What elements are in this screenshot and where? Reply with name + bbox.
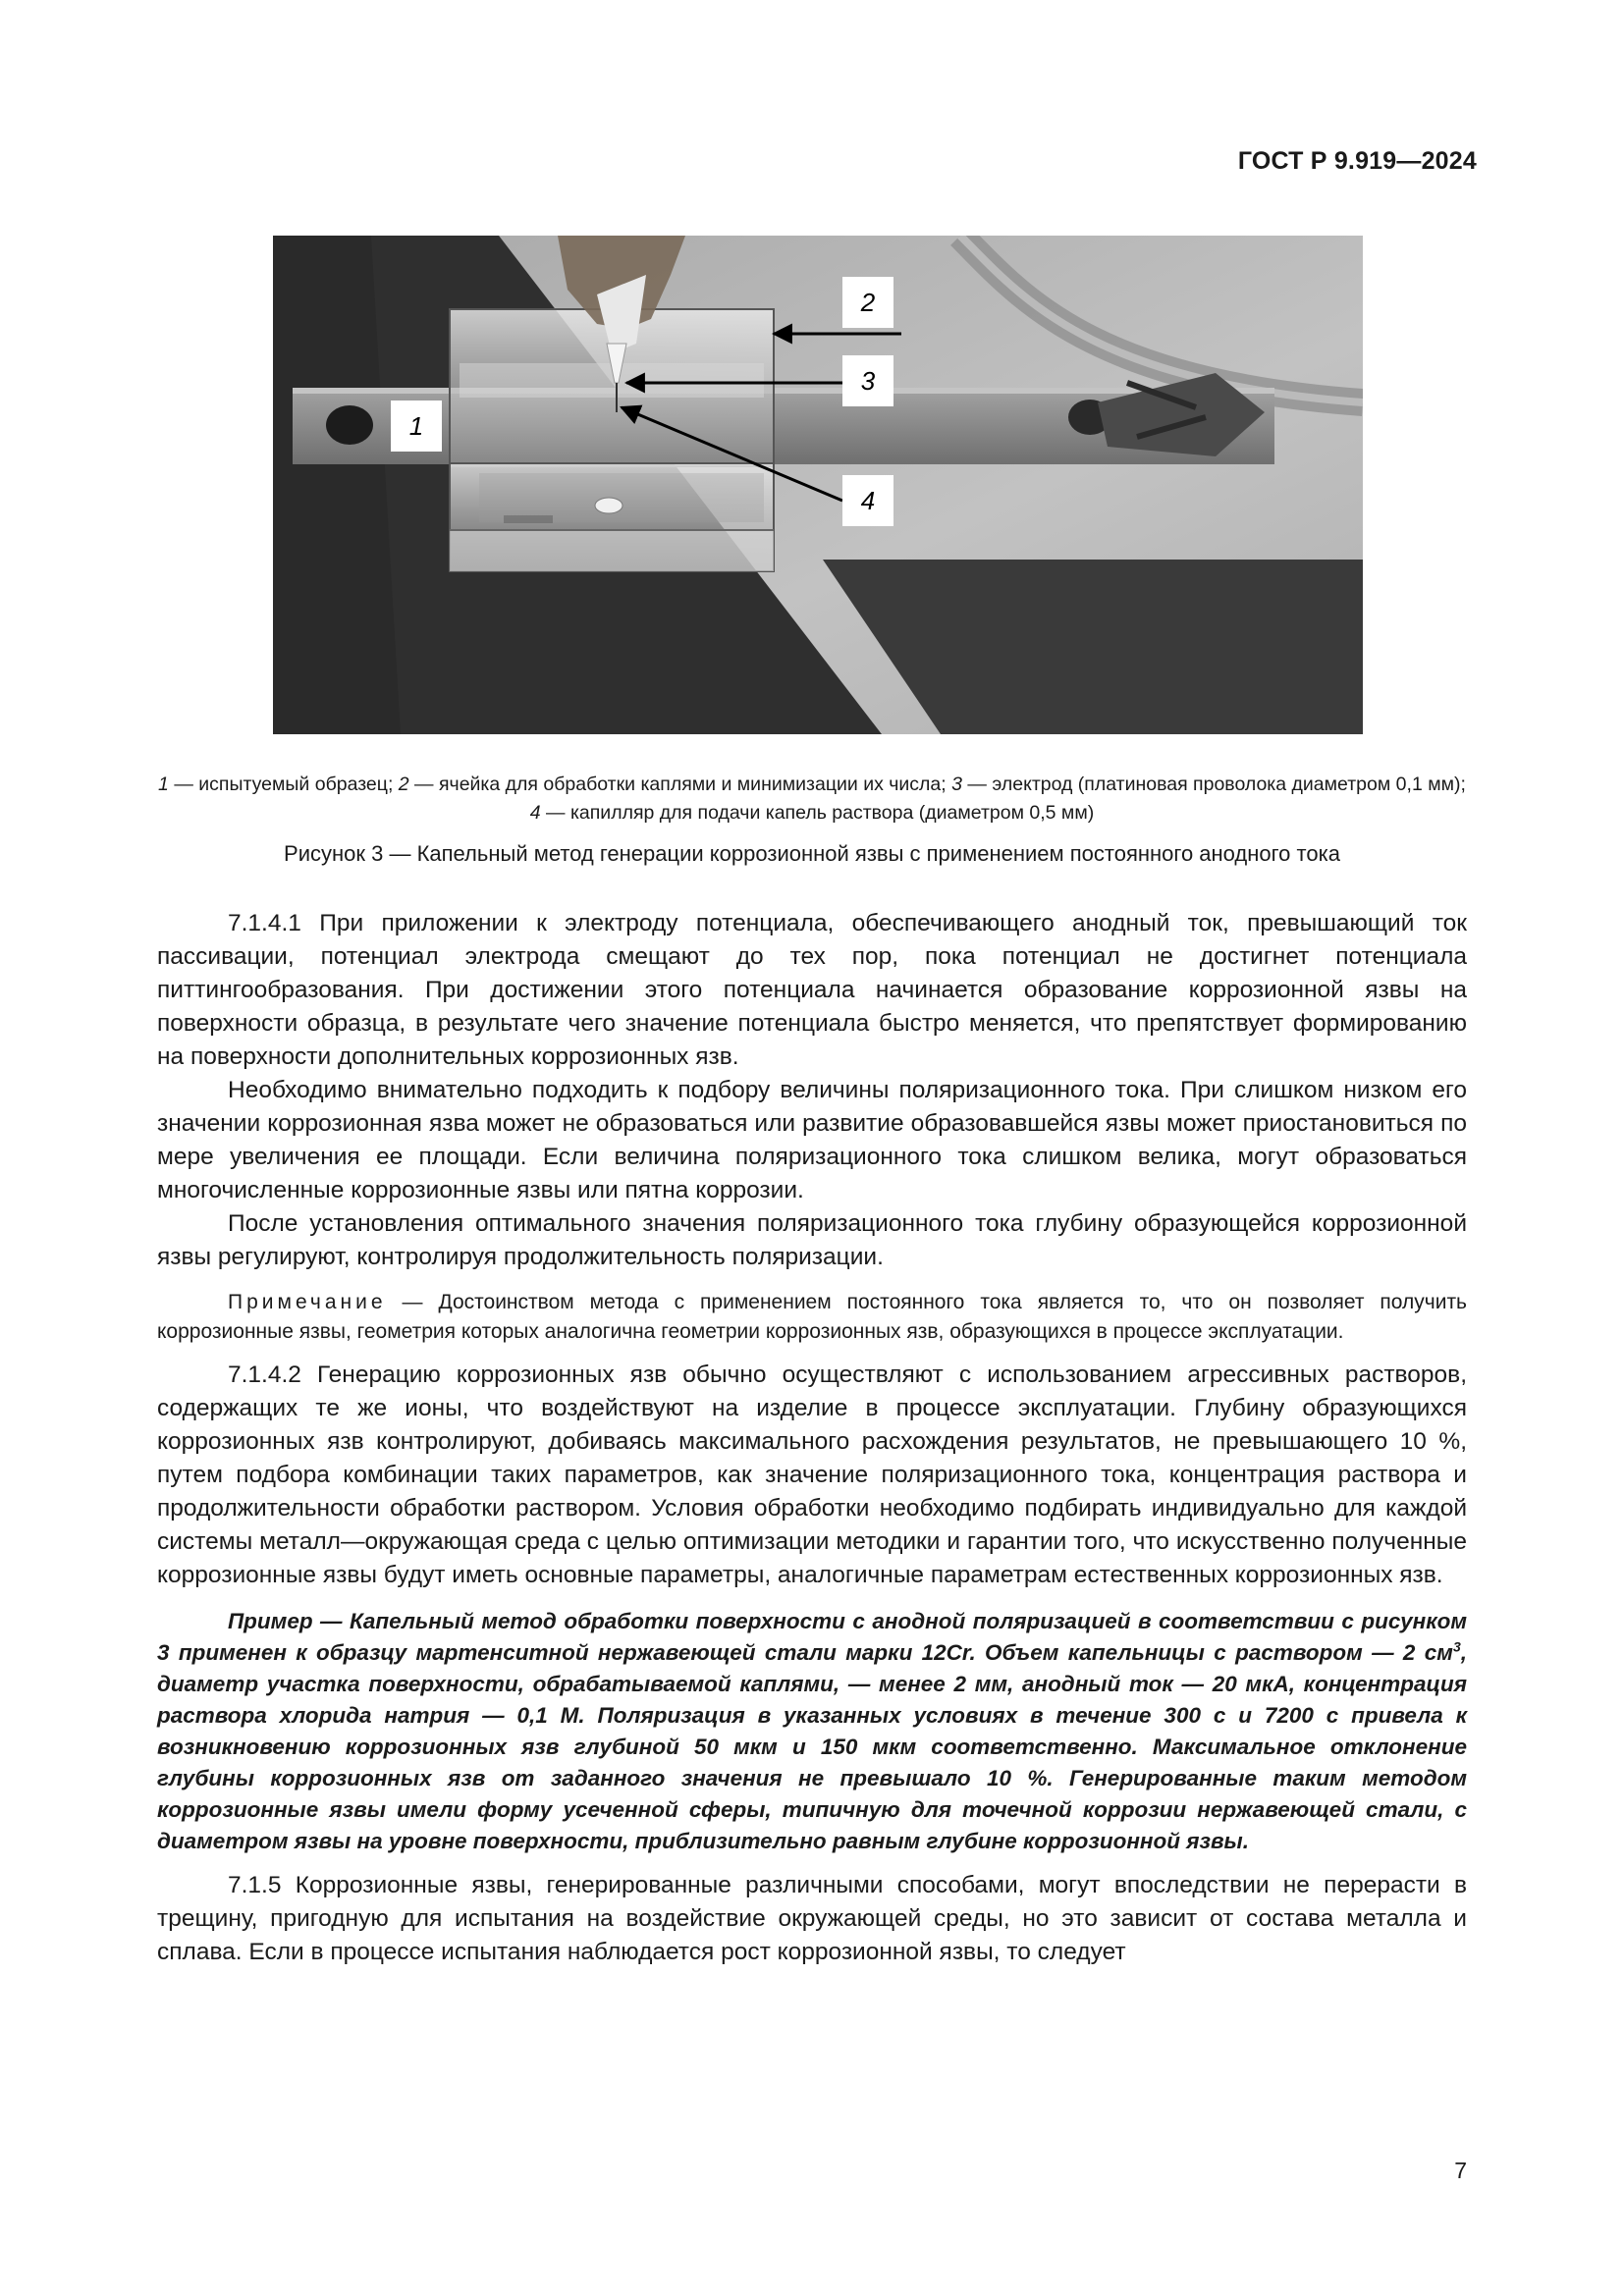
legend-num-1: 1: [158, 774, 169, 795]
paragraph-7-1-5: 7.1.5 Коррозионные язвы, генерированные различными способами, могут впоследствии не перерасти в трещину, пригодную для испытания на воздействие окружающей среды, но это зависит от состава металла и сплава. Если в процессе испытания наблюдается рост коррозионной язвы, то следует: [157, 1872, 1467, 1965]
note-text: — Достоинством метода с применением постоянного тока является то, что он позволяет получить коррозионные язвы, геометрия которых аналогична геометрии коррозионных язв, образующихся в процессе эксплуатации.: [157, 1291, 1467, 1343]
paragraph-depth-control: После установления оптимального значения поляризационного тока глубину образующейся коррозионной язвы регулируют, контролируя продолжительность поляризации.: [157, 1210, 1467, 1270]
example: [157, 1606, 1467, 1857]
paragraph-current-selection: Необходимо внимательно подходить к подбору величины поляризационного тока. При слишком низком его значении коррозионная язва может не образоваться или развитие образовавшейся язвы может приостановиться по мере увеличения ее площади. Если величина поляризационного тока слишком велика, могут образоваться многочисленные коррозионные язвы или пятна коррозии.: [157, 1077, 1467, 1203]
paragraph-7-1-4-1: 7.1.4.1 При приложении к электроду потенциала, обеспечивающего анодный ток, превышающий ток пассивации, потенциал электрода смещают до тех пор, пока потенциал не достигнет потенциала питтингообразования. При достижении этого потенциала начинается образование коррозионной язвы на поверхности образца, в результате чего значение потенциала быстро меняется, что препятствует формированию на поверхности дополнительных коррозионных язв.: [157, 910, 1467, 1070]
body-text: [157, 907, 1467, 1969]
callout-3: [842, 355, 893, 406]
callout-4-label: 4: [860, 486, 876, 515]
example-superscript: 3: [1452, 1638, 1461, 1655]
callout-4: [842, 475, 893, 526]
legend-text-3: — электрод (платиновая проволока диаметром 0,1 мм);: [961, 774, 1466, 795]
document-code: ГОСТ Р 9.919—2024: [1237, 147, 1477, 175]
legend-text-1: — испытуемый образец;: [168, 774, 399, 795]
figure-photo: [273, 236, 1363, 734]
callout-1-label: 1: [408, 411, 424, 441]
example-text-a: Пример — Капельный метод обработки поверхности с анодной поляризацией в соответствии с рисунком 3 применен к образцу мартенситной нержавеющей стали марки 12Cr. Объем капельницы с раствором — 2 см: [157, 1609, 1467, 1665]
figure-caption: Рисунок 3 — Капельный метод генерации коррозионной язвы с применением постоянного анодного тока: [284, 841, 1340, 866]
example-text-b: , диаметр участка поверхности, обрабатываемой каплями, — менее 2 мм, анодный ток — 20 мкА, концентрация раствора хлорида натрия — 0,1 М. Поляризация в указанных условиях в течение 300 с и 7200 с привела к возникновению коррозионных язв глубиной 50 мкм и 150 мкм соответственно. Максимальное отклонение глубины коррозионных язв от заданного значения не превышало 10 %. Генерированные таким методом коррозионные язвы имели форму усеченной сферы, типичную для точечной коррозии нержавеющей стали, с диаметром язвы на уровне поверхности, приблизительно равным глубине коррозионной язвы.: [157, 1640, 1467, 1853]
figure-legend: [157, 771, 1467, 828]
legend-num-3: 3: [951, 774, 962, 795]
callout-1: [391, 400, 442, 452]
callout-2: [842, 277, 893, 328]
legend-num-2: 2: [398, 774, 409, 795]
callout-2-label: 2: [860, 288, 876, 317]
callout-3-label: 3: [860, 366, 876, 396]
legend-text-4: — капилляр для подачи капель раствора (диаметром 0,5 мм): [540, 802, 1095, 824]
paragraph-7-1-4-2: 7.1.4.2 Генерацию коррозионных язв обычно осуществляют с использованием агрессивных растворов, содержащих те же ионы, что воздействуют на изделие в процессе эксплуатации. Глубину образующихся коррозионных язв контролируют, добиваясь максимального расхождения результатов, не превышающего 10 %, путем подбора комбинации таких параметров, как значение поляризационного тока, концентрация раствора и продолжительности обработки раствором. Условия обработки необходимо подбирать индивидуально для каждой системы металл—окружающая среда с целью оптимизации методики и гарантии того, что искусственно полученные коррозионные язвы будут иметь основные параметры, аналогичные параметрам естественных коррозионных язв.: [157, 1362, 1467, 1588]
plate-hole-left: [326, 405, 373, 445]
legend-text-2: — ячейка для обработки каплями и минимизации их числа;: [408, 774, 952, 795]
legend-num-4: 4: [529, 802, 541, 824]
page-number: 7: [1454, 2158, 1467, 2183]
note-label: Примечание: [228, 1291, 387, 1313]
experimental-setup-illustration: [273, 236, 1363, 734]
note: [157, 1288, 1467, 1347]
